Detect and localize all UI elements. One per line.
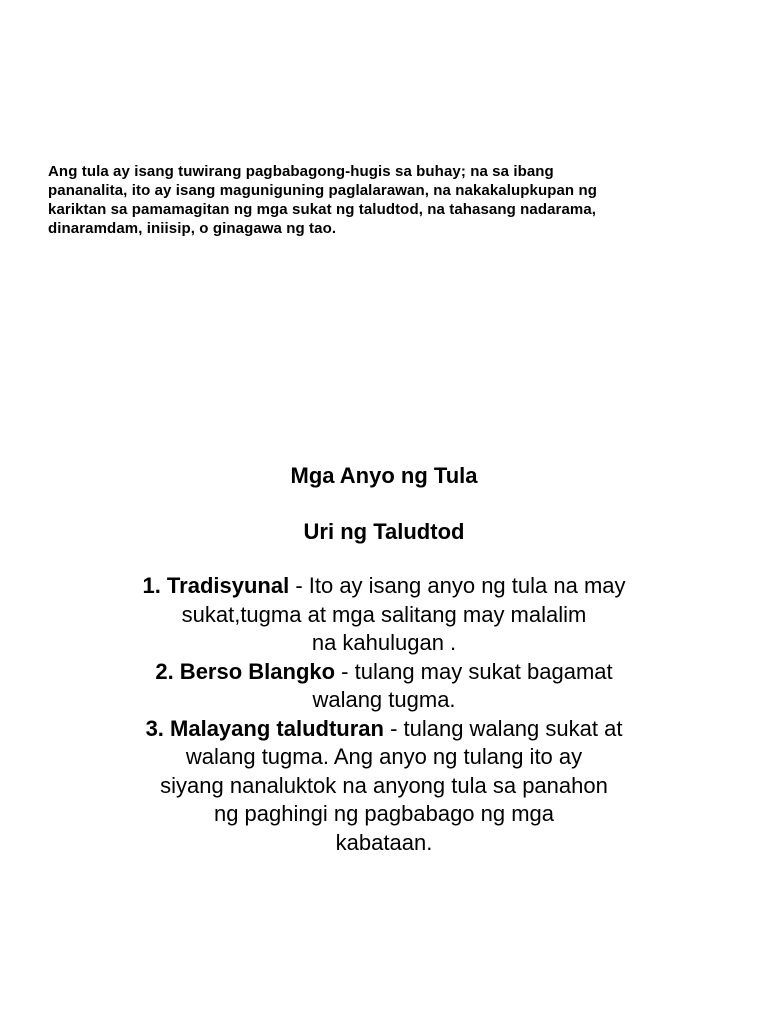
list-item-line: walang tugma. Ang anyo ng tulang ito ay [185,744,583,769]
intro-paragraph [48,162,708,238]
intro-line: dinaramdam, iniisip, o ginagawa ng tao. [48,220,337,237]
intro-line: pananalita, ito ay isang maguniguning paglalarawan, na nakakalupkupan ng [48,182,597,199]
intro-line: kariktan sa pamamagitan ng mga sukat ng taludtod, na tahasang nadarama, [48,201,597,218]
taludtod-list [96,572,672,857]
heading-mga-anyo-ng-tula: Mga Anyo ng Tula [290,463,478,488]
list-item-malayang-taludturan [96,715,672,858]
list-item-first-line [96,572,672,601]
list-item-first-line [96,715,672,744]
heading-uri-ng-taludtod: Uri ng Taludtod [303,519,465,544]
list-item-term: 1. Tradisyunal [142,573,290,598]
list-item-tradisyunal [96,572,672,658]
list-item-term: 2. Berso Blangko [155,658,336,684]
list-item-text: - tulang may sukat bagamat [335,658,613,684]
list-item-first-line [96,658,672,687]
list-item-line: na kahulugan . [311,630,457,655]
list-item-line: siyang nanaluktok na anyong tula sa panahon [160,772,608,798]
list-item-text: - Ito ay isang anyo ng tula na may [289,573,626,598]
list-item-line: walang tugma. [312,687,456,712]
intro-line: Ang tula ay isang tuwirang pagbabagong-hugis sa buhay; na sa ibang [48,163,554,180]
list-item-berso-blangko [96,658,672,715]
list-item-line: ng paghingi ng pagbabago ng mga [213,801,555,826]
list-item-line: sukat,tugma at mga salitang may malalim [181,601,587,627]
list-item-term: 3. Malayang taludturan [145,715,384,741]
list-item-text: - tulang walang sukat at [383,715,623,741]
list-item-line: kabataan. [335,829,433,855]
